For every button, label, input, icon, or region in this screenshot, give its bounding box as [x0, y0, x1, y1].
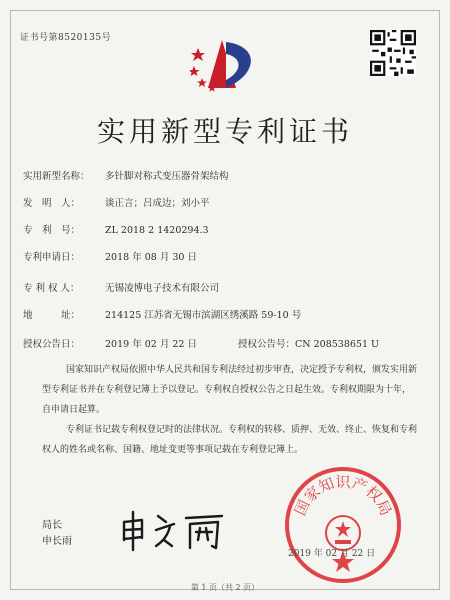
seal-text: 国家知识产权局: [290, 473, 396, 519]
announcement-number: CN 208538651 U: [295, 339, 380, 350]
field-label: 发 明 人：: [23, 198, 81, 209]
field-value: 多针脚对称式变压器骨架结构: [105, 171, 229, 182]
grant-paragraph: 国家知识产权局依照中华人民共和国专利法经过初步审查，决定授予专利权，颁发实用新型专利证书并在专利登记簿上予以登记。专利权自授权公告之日起生效。专利权期限为十年，自申请日起算。: [42, 365, 418, 415]
field-address: [23, 307, 301, 321]
field-value: 214125 江苏省无锡市滨湖区绣溪路 59-10 号: [105, 310, 302, 321]
official-seal: [283, 465, 403, 585]
field-value: 2019 年 02 月 22 日: [105, 339, 197, 350]
field-label: 专 利 号：: [23, 225, 81, 236]
field-value: ZL 2018 2 1420294.3: [105, 225, 209, 236]
field-utility-model-name: [23, 168, 229, 182]
director-title: 局长: [42, 520, 62, 531]
field-label: 专 利 权 人：: [23, 283, 80, 294]
field-grant-date: [23, 336, 379, 350]
seal-date: 2019 年 02 月 22 日: [288, 549, 376, 559]
field-label: 专利申请日：: [23, 252, 81, 263]
field-label: 地 址：: [23, 310, 81, 321]
field-value: 谈正言；吕成边；刘小平: [105, 198, 210, 209]
national-emblem-icon: [326, 516, 360, 550]
page-title: 实用新型专利证书: [96, 115, 353, 148]
announcement-label: 授权公告号：: [237, 339, 295, 350]
field-value: 无锡凌博电子技术有限公司: [105, 283, 220, 294]
legal-status-paragraph: 专利证书记载专利权登记时的法律状况。专利权的转移、质押、无效、终止、恢复和专利权人的姓名或名称、国籍、地址变更等事项记载在专利登记簿上。: [42, 425, 418, 455]
qr-code-icon: [370, 30, 416, 76]
field-label: 授权公告日：: [23, 339, 81, 350]
director-name: 申长雨: [42, 536, 72, 547]
field-value: 2018 年 08 月 30 日: [105, 252, 197, 263]
certificate-number: 证书号第8520135号: [20, 33, 112, 43]
page-footer: 第 1 页（共 2 页）: [190, 583, 260, 592]
field-inventors: [23, 195, 210, 209]
field-application-date: [23, 249, 197, 263]
field-patentee: [23, 280, 219, 294]
director-signature: [118, 506, 238, 554]
patent-office-logo-icon: [190, 34, 258, 94]
field-patent-number: [23, 222, 209, 236]
field-label: 实用新型名称：: [23, 171, 90, 182]
